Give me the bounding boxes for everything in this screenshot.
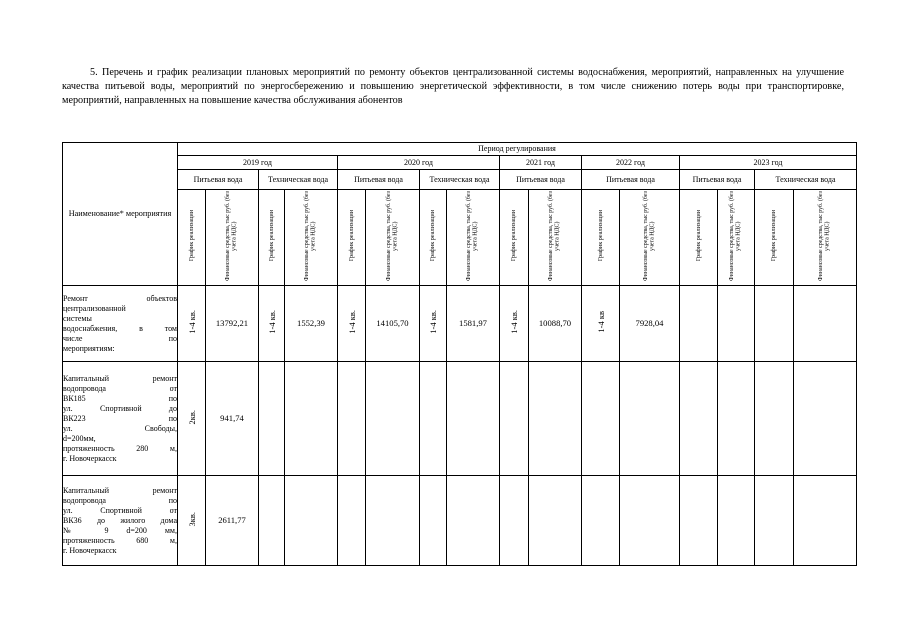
schedule-cell <box>338 476 366 566</box>
table-row <box>63 286 857 362</box>
row-name-line: ул. Спортивной до <box>63 403 177 413</box>
finance-value: 14105,70 <box>376 318 409 328</box>
year-2022: 2022 год <box>582 156 680 170</box>
col-finance-header: Финансовые средства, тыс руб. (без учета НДС) <box>794 190 857 286</box>
schedule-cell <box>420 286 447 362</box>
row-name-line: ВК223 по <box>63 413 177 423</box>
schedule-cell <box>582 362 620 476</box>
finance-cell <box>366 476 420 566</box>
finance-value: 7928,04 <box>635 318 664 328</box>
finance-cell <box>447 362 500 476</box>
schedule-cell <box>178 286 206 362</box>
col-schedule-header: График реализации <box>259 190 285 286</box>
finance-cell <box>794 362 857 476</box>
finance-value: 1552,39 <box>297 318 325 328</box>
schedule-value: 1-4 кв. <box>346 310 357 334</box>
water-type-technical-2023: Техническая вода <box>755 170 857 190</box>
finance-value: 2611,77 <box>218 515 246 525</box>
schedule-cell <box>755 286 794 362</box>
row-name-line: числе по <box>63 333 177 343</box>
row-name-line: протяженность 680 м, <box>63 535 177 545</box>
schedule-cell <box>420 476 447 566</box>
finance-cell <box>529 286 582 362</box>
row-name-line: централизованной <box>63 303 126 313</box>
schedule-cell <box>338 362 366 476</box>
finance-cell <box>718 286 755 362</box>
row-name <box>63 476 178 566</box>
schedule-value: 1-4 кв. <box>428 310 438 334</box>
row-name <box>63 286 178 362</box>
finance-cell <box>718 362 755 476</box>
col-finance-header: Финансовые средства, тыс руб. (без учета НДС) <box>447 190 500 286</box>
finance-value: 10088,70 <box>538 318 572 328</box>
water-type-technical-2019: Техническая вода <box>259 170 338 190</box>
section-heading <box>62 66 844 109</box>
col-finance-header: Финансовые средства, тыс руб. (без учета НДС) <box>285 190 338 286</box>
col-finance-header: Финансовые средства, тыс руб. (без учета НДС) <box>529 190 582 286</box>
finance-cell <box>794 286 857 362</box>
row-name-line: ВК36 до жилого дома <box>63 515 177 525</box>
section-heading-text: 5. Перечень и график реализации плановых мероприятий по ремонту объектов централизованной системы водоснабжения, мероприятий, направленных на улучшение качества питьевой воды, мероприятий по энергосбережению и повышению энергетической эффективности, в том числе снижению потерь воды при транспортировке, мероприятий, направленных на повышение качества обслуживания абонентов <box>62 67 844 107</box>
schedule-value: 1-4 кв. <box>266 310 277 334</box>
col-schedule-header: График реализации <box>500 190 529 286</box>
schedule-cell <box>500 286 529 362</box>
schedule-cell <box>500 476 529 566</box>
row-name-line: Ремонт объектов <box>63 293 177 303</box>
col-finance-header: Финансовые средства, тыс руб. (без учета НДС) <box>718 190 755 286</box>
col-finance-header: Финансовые средства, тыс руб. (без учета НДС) <box>366 190 420 286</box>
water-type-potable-2023: Питьевая вода <box>680 170 755 190</box>
finance-cell <box>206 362 259 476</box>
finance-cell <box>620 476 680 566</box>
schedule-value: 3кв. <box>186 511 197 527</box>
finance-value: 13792,21 <box>215 318 249 328</box>
row-name-line: ул. Спортивной от <box>63 505 177 515</box>
plan-table <box>62 142 857 566</box>
schedule-cell <box>259 476 285 566</box>
row-name-line: Капитальный ремонт <box>63 485 177 495</box>
finance-cell <box>447 476 500 566</box>
row-name-line: Капитальный ремонт <box>63 373 177 383</box>
schedule-cell <box>178 362 206 476</box>
finance-cell <box>285 476 338 566</box>
water-type-potable-2019: Питьевая вода <box>178 170 259 190</box>
schedule-cell <box>755 362 794 476</box>
row-name-line: системы <box>63 313 92 323</box>
row-name-line: ул. Свободы, <box>63 423 177 433</box>
row-name <box>63 362 178 476</box>
finance-cell <box>285 362 338 476</box>
schedule-cell <box>500 362 529 476</box>
row-name-line: d=200мм, <box>63 433 96 443</box>
name-header: Наименование* мероприятия <box>63 143 178 286</box>
row-name-line: водоснабжения, в том <box>63 323 177 333</box>
finance-cell <box>529 362 582 476</box>
row-name-line: г. Новочеркасск <box>63 545 117 555</box>
schedule-cell <box>680 362 718 476</box>
row-name-line: г. Новочеркасск <box>63 453 117 463</box>
finance-cell <box>206 476 259 566</box>
schedule-cell <box>420 362 447 476</box>
schedule-cell <box>680 286 718 362</box>
col-finance-header: Финансовые средства, тыс руб. (без учета НДС) <box>206 190 259 286</box>
schedule-cell <box>680 476 718 566</box>
schedule-cell <box>582 286 620 362</box>
finance-cell <box>285 286 338 362</box>
finance-value: 1581,97 <box>459 318 487 328</box>
water-type-potable-2020: Питьевая вода <box>338 170 420 190</box>
col-schedule-header: График реализации <box>338 190 366 286</box>
finance-cell <box>529 476 582 566</box>
row-name-line: мероприятиям: <box>63 343 115 353</box>
schedule-value: 2кв. <box>186 409 197 425</box>
schedule-cell <box>582 476 620 566</box>
finance-value: 941,74 <box>220 413 244 423</box>
col-schedule-header: График реализации <box>178 190 206 286</box>
row-name-line: ВК185 по <box>63 393 177 403</box>
water-type-potable-2021: Питьевая вода <box>500 170 582 190</box>
year-2019: 2019 год <box>178 156 338 170</box>
schedule-cell <box>755 476 794 566</box>
schedule-cell <box>259 286 285 362</box>
year-2021: 2021 год <box>500 156 582 170</box>
schedule-value: 1-4 кв. <box>509 310 519 334</box>
finance-cell <box>620 286 680 362</box>
finance-cell <box>366 286 420 362</box>
row-name-line: водопровода по <box>63 495 177 505</box>
table-row <box>63 476 857 566</box>
water-type-technical-2020: Техническая вода <box>420 170 500 190</box>
col-schedule-header: График реализации <box>680 190 718 286</box>
row-name-line: № 9 d=200 мм, <box>63 525 177 535</box>
col-schedule-header: График реализации <box>582 190 620 286</box>
finance-cell <box>366 362 420 476</box>
schedule-value: 1-4 кв <box>595 311 606 333</box>
year-2020: 2020 год <box>338 156 500 170</box>
table-row <box>63 362 857 476</box>
row-name-line: протяженность 280 м, <box>63 443 177 453</box>
period-header: Период регулирования <box>178 143 857 156</box>
schedule-cell <box>259 362 285 476</box>
finance-cell <box>620 362 680 476</box>
col-schedule-header: График реализации <box>755 190 794 286</box>
row-name-line: водопровода от <box>63 383 177 393</box>
finance-cell <box>794 476 857 566</box>
water-type-potable-2022: Питьевая вода <box>582 170 680 190</box>
col-finance-header: Финансовые средства, тыс руб. (без учета НДС) <box>620 190 680 286</box>
finance-cell <box>718 476 755 566</box>
col-schedule-header: График реализации <box>420 190 447 286</box>
year-2023: 2023 год <box>680 156 857 170</box>
finance-cell <box>447 286 500 362</box>
finance-cell <box>206 286 259 362</box>
schedule-value: 1-4 кв. <box>186 310 197 334</box>
schedule-cell <box>338 286 366 362</box>
schedule-cell <box>178 476 206 566</box>
